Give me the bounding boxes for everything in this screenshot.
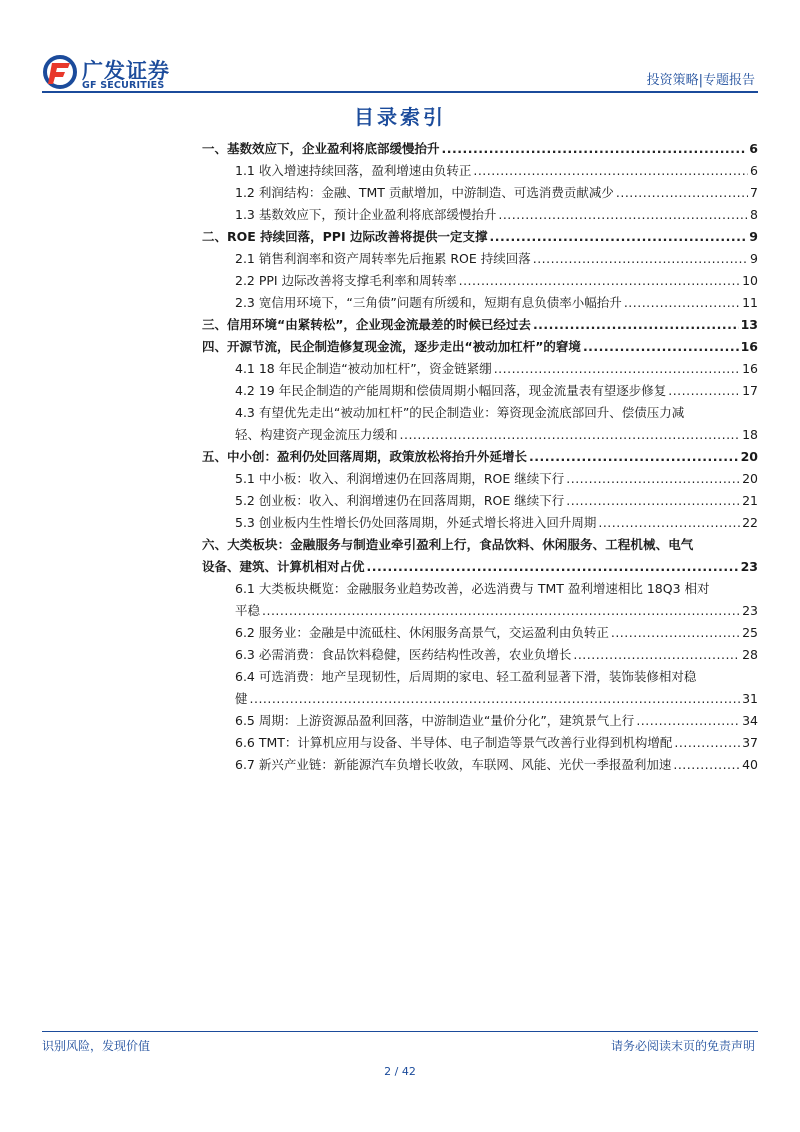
toc-entry-1-3[interactable]: 1.3 基数效应下，预计企业盈利将底部缓慢抬升 ..... 8 — [202, 204, 758, 226]
toc-entry-5-1[interactable]: 5.1 中小板：收入、利润增速仍在回落周期，ROE 继续下行 ..... 20 — [202, 468, 758, 490]
page-header — [0, 0, 800, 100]
page-number: 2 / 42 — [384, 1065, 416, 1078]
toc-entry-6-1[interactable]: 6.1 大类板块概览：金融服务业趋势改善，必选消费与 TMT 盈利增速相比 18Q3 相对 平稳 ..... 23 — [202, 578, 758, 622]
header-divider — [42, 91, 758, 93]
toc-entry-6[interactable]: 六、大类板块：金融服务与制造业牵引盈利上行，食品饮料、休闲服务、工程机械、电气 设备、建筑、计算机相对占优 ..... 23 — [202, 534, 758, 578]
toc-entry-2-1[interactable]: 2.1 销售利润率和资产周转率先后拖累 ROE 持续回落 ..... 9 — [202, 248, 758, 270]
toc-entry-5-2[interactable]: 5.2 创业板：收入、利润增速仍在回落周期，ROE 继续下行 ..... 21 — [202, 490, 758, 512]
toc-entry-5[interactable]: 五、中小创：盈利仍处回落周期，政策放松将抬升外延增长 ..... 20 — [202, 446, 758, 468]
toc-entry-4-1[interactable]: 4.1 18 年民企制造“被动加杠杆”，资金链紧绷 ..... 16 — [202, 358, 758, 380]
gf-logo-icon — [42, 54, 78, 90]
company-logo — [42, 54, 192, 92]
table-of-contents — [202, 138, 758, 776]
report-type-tag: 投资策略|专题报告 — [646, 73, 755, 88]
toc-entry-2[interactable]: 二、ROE 持续回落，PPI 边际改善将提供一定支撑 ..... 9 — [202, 226, 758, 248]
toc-entry-4[interactable]: 四、开源节流，民企制造修复现金流，逐步走出“被动加杠杆”的窘境 ..... 16 — [202, 336, 758, 358]
toc-entry-3[interactable]: 三、信用环境“由紧转松”，企业现金流最差的时候已经过去 ..... 13 — [202, 314, 758, 336]
toc-entry-6-6[interactable]: 6.6 TMT：计算机应用与设备、半导体、电子制造等景气改善行业得到机构增配 ..... 37 — [202, 732, 758, 754]
footer-slogan: 识别风险，发现价值 — [42, 1039, 151, 1053]
toc-entry-6-4[interactable]: 6.4 可选消费：地产呈现韧性，后周期的家电、轻工盈利显著下滑，装饰装修相对稳 健 ..... 31 — [202, 666, 758, 710]
toc-entry-2-2[interactable]: 2.2 PPI 边际改善将支撑毛利率和周转率 ..... 10 — [202, 270, 758, 292]
toc-entry-6-7[interactable]: 6.7 新兴产业链：新能源汽车负增长收敛，车联网、风能、光伏一季报盈利加速 ..... 40 — [202, 754, 758, 776]
logo-chinese-name: 广发证券 — [82, 59, 170, 83]
footer-disclaimer-note: 请务必阅读末页的免责声明 — [610, 1039, 755, 1053]
footer-divider — [42, 1031, 758, 1032]
toc-entry-4-2[interactable]: 4.2 19 年民企制造的产能周期和偿债周期小幅回落，现金流量表有望逐步修复 ..... 17 — [202, 380, 758, 402]
toc-title: 目录索引 — [354, 105, 446, 129]
toc-entry-1-1[interactable]: 1.1 收入增速持续回落，盈利增速由负转正 ..... 6 — [202, 160, 758, 182]
toc-entry-2-3[interactable]: 2.3 宽信用环境下，“三角债”问题有所缓和，短期有息负债率小幅抬升 ..... 11 — [202, 292, 758, 314]
toc-entry-6-5[interactable]: 6.5 周期：上游资源品盈利回落，中游制造业“量价分化”，建筑景气上行 ..... 34 — [202, 710, 758, 732]
logo-english-name: GF SECURITIES — [82, 80, 165, 91]
toc-entry-6-2[interactable]: 6.2 服务业：金融是中流砥柱、休闲服务高景气，交运盈利由负转正 ..... 25 — [202, 622, 758, 644]
toc-entry-1-2[interactable]: 1.2 利润结构：金融、TMT 贡献增加，中游制造、可选消费贡献减少 ..... 7 — [202, 182, 758, 204]
toc-entry-1[interactable]: 一、基数效应下，企业盈利将底部缓慢抬升 ..... 6 — [202, 138, 758, 160]
toc-entry-4-3[interactable]: 4.3 有望优先走出“被动加杠杆”的民企制造业：筹资现金流底部回升、偿债压力减 轻、构建资产现金流压力缓和 ..... 18 — [202, 402, 758, 446]
toc-entry-6-3[interactable]: 6.3 必需消费：食品饮料稳健，医药结构性改善，农业负增长 ..... 28 — [202, 644, 758, 666]
toc-entry-5-3[interactable]: 5.3 创业板内生性增长仍处回落周期，外延式增长将进入回升周期 ..... 22 — [202, 512, 758, 534]
